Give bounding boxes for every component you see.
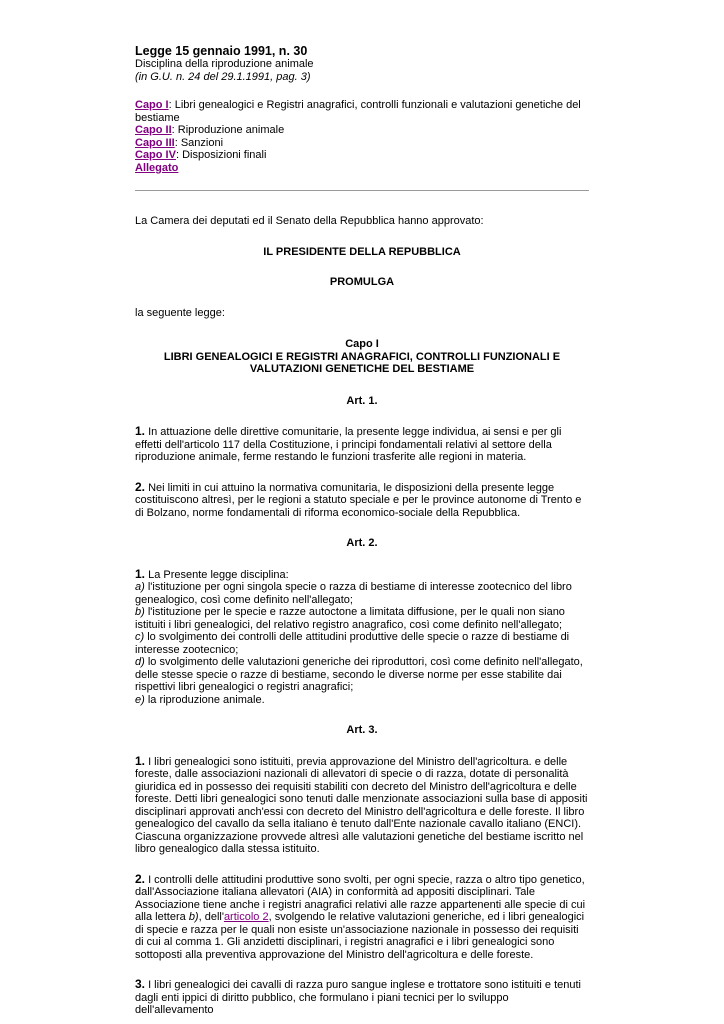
art-2-item-e: e) la riproduzione animale. [135, 693, 265, 706]
art-1-paragraph-2: 2. Nei limiti in cui attuino la normativa comunitaria, le disposizioni della presente legge costituiscono altresì, per le regioni a statuto speciale e per le province autonome di Trento e di Bolzano, norme fondamentali di riforma economico-sociale della Repubblica. [135, 479, 582, 519]
toc-item-capo-4: Capo IV: Disposizioni finali [135, 149, 267, 161]
art-3-title: Art. 3. [346, 724, 378, 736]
toc-link-capo-3[interactable]: Capo III [135, 136, 175, 149]
president-heading: IL PRESIDENTE DELLA REPUBBLICA [263, 245, 461, 258]
table-of-contents [135, 99, 589, 174]
art-2-intro: 1. La Presente legge disciplina: [135, 566, 289, 581]
art-3-paragraph-1: 1. I libri genealogici sono istituiti, previa approvazione del Ministro dell'agricoltura. e delle foreste, dalle associazioni nazionali di allevatori di specie o di razza, dotate di personalità giuridica ed in possesso dei requisiti stabiliti con decreto del Ministro dell'agricoltura e delle foreste. Detti libri genealogici sono tenuti dalle menzionate associazioni sulla base di appositi disciplinari approvati anch'essi con decreto del Ministro dell'agricoltura e delle foreste. Il libro genealogico del cavallo da sella italiano è tenuto dall'Ente nazionale cavallo italiano (ENCI). Ciascuna organizzazione provvede altresì alle valutazioni genetiche del bestiame iscritto nel libro genealogico dalla stessa istituito. [135, 753, 588, 855]
law-title: Legge 15 gennaio 1991, n. 30 [135, 44, 308, 58]
gazette-reference: (in G.U. n. 24 del 29.1.1991, pag. 3) [135, 70, 311, 83]
art-2-item-a: a) l'istituzione per ogni singola specie o razza di bestiame di interesse zootecnico del libro genealogico, così come definito nell'allegato; [135, 581, 572, 606]
toc-link-capo-4[interactable]: Capo IV [135, 149, 176, 161]
toc-link-capo-1[interactable]: Capo I [135, 99, 169, 111]
document-page [135, 44, 589, 1017]
toc-link-capo-2[interactable]: Capo II [135, 124, 172, 136]
art-1-title: Art. 1. [346, 394, 378, 407]
law-subtitle: Disciplina della riproduzione animale [135, 58, 314, 70]
promulga-heading: PROMULGA [329, 276, 395, 288]
art-2-item-b: b) l'istituzione per le specie e razze autoctone a limitata diffusione, per le quali non siano istituiti i libri genealogici, del relativo registro anagrafico, così come definito nell'allegato; [135, 606, 565, 631]
art-1-paragraph-1: 1. In attuazione delle direttive comunitarie, la presente legge individua, ai sensi e per gli effetti dell'articolo 117 della Costituzione, i principi fondamentali relativi al settore della riproduzione animale, ferme restando le funzioni trasferite alle regioni in materia. [135, 424, 562, 463]
art-2-item-d: d) lo svolgimento delle valutazioni generiche dei riproduttori, così come definito nell'allegato, delle stesse specie o razze di bestiame, secondo le diverse norme per esse stabilite dai rispettivi libri genealogici o registri anagrafici; [135, 656, 583, 693]
capo-1-heading: LIBRI GENEALOGICI E REGISTRI ANAGRAFICI, CONTROLLI FUNZIONALI E VALUTAZIONI GENETICHE DEL BESTIAME [163, 350, 561, 375]
divider [135, 190, 589, 191]
following-law-text: la seguente legge: [135, 306, 225, 319]
toc-link-allegato[interactable]: Allegato [135, 161, 179, 174]
art-2-paragraph-1 [135, 568, 589, 707]
article-2-link[interactable]: articolo 2 [223, 911, 269, 923]
toc-item-capo-2: Capo II: Riproduzione animale [135, 124, 285, 136]
capo-1-label: Capo I [345, 338, 379, 350]
toc-item-allegato [135, 162, 589, 175]
art-2-title: Art. 2. [346, 537, 378, 549]
art-2-item-c: c) lo svolgimento dei controlli delle attitudini produttive delle specie o razze di bestiame di interesse zootecnico; [135, 631, 570, 656]
art-3-paragraph-2: 2. I controlli delle attitudini produttive sono svolti, per ogni specie, razza o altro tipo genetico, dall'Associazione italiana allevatori (AIA) in conformità ad appositi disciplinari. Tale Associazione tiene anche i registri anagrafici relativi alle razze appartenenti alle specie di cui alla lettera b), dell'articolo 2, svolgendo le relative valutazioni generiche, ed i libri genealogici di specie e razza per le quali non esiste un'associazione nazionale in possesso dei requisiti di cui al comma 1. Gli anzidetti disciplinari, i registri anagrafici e i libri genealogici sono sottoposti alla preventiva approvazione del Ministro dell'agricoltura e delle foreste. [135, 871, 586, 961]
art-3-paragraph-3: 3. I libri genealogici dei cavalli di razza puro sangue inglese e trottatore sono istituiti e tenuti dagli enti ippici di diritto pubblico, che formulano i piani tecnici per lo sviluppo dell'allevamento [135, 977, 581, 1016]
toc-item-capo-1: Capo I: Libri genealogici e Registri anagrafici, controlli funzionali e valutazioni genetiche del bestiame [135, 99, 581, 124]
toc-item-capo-3: Capo III: Sanzioni [135, 136, 224, 149]
approval-statement: La Camera dei deputati ed il Senato della Repubblica hanno approvato: [135, 215, 484, 227]
